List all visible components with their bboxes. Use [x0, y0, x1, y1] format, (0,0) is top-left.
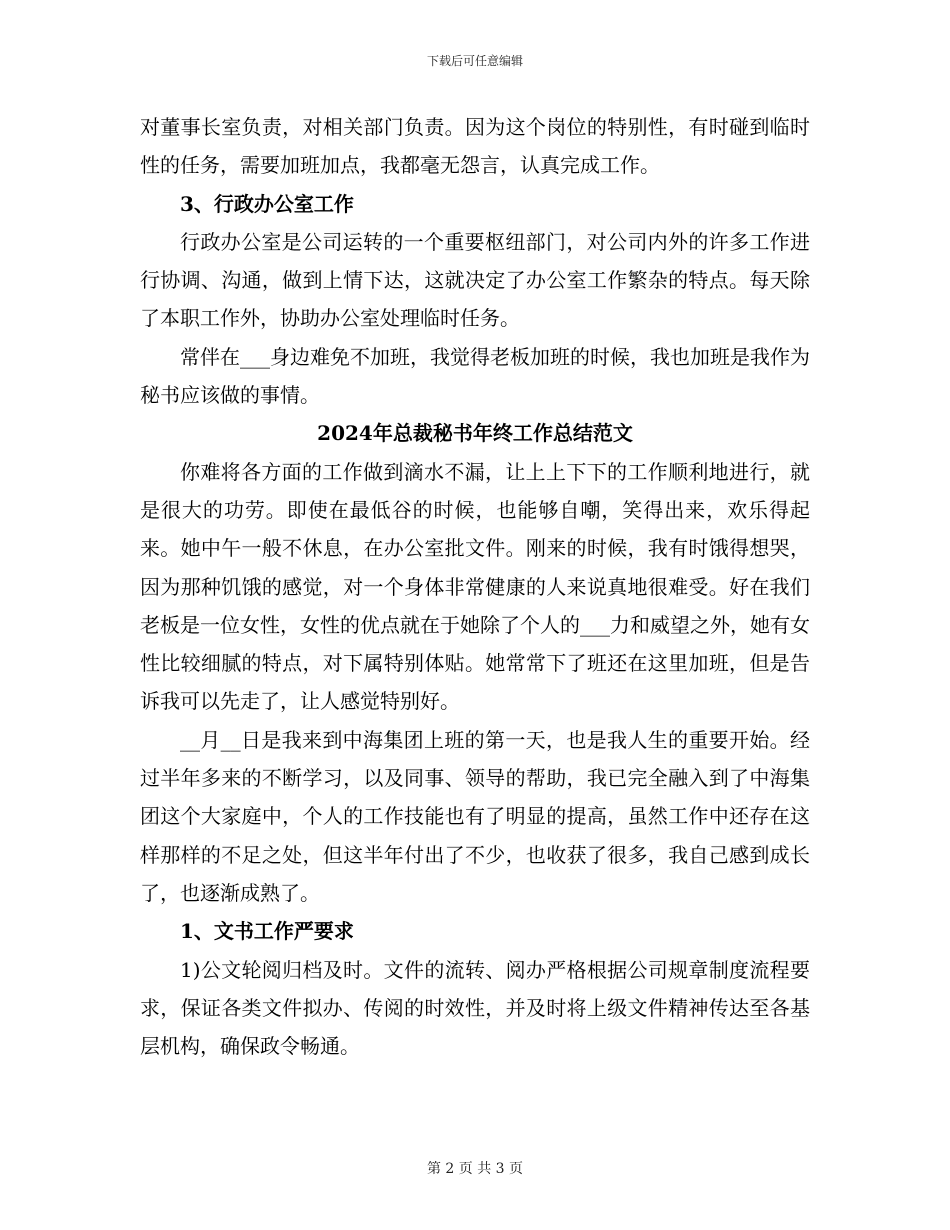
- document-body: [140, 108, 810, 1065]
- section-heading-document-work: 1、文书工作严要求: [180, 919, 354, 944]
- document-title: 2024年总裁秘书年终工作总结范文: [317, 421, 633, 446]
- page-footer: 第 2 页 共 3 页: [426, 1161, 524, 1177]
- paragraph-boss: 你难将各方面的工作做到滴水不漏，让上上下下的工作顺利地进行，就是很大的功劳。即使在最低谷的时候，也能够自嘲，笑得出来，欢乐得起来。她中午一般不休息，在办公室批文件。刚来的时候，我有时饿得想哭，因为那种饥饿的感觉，对一个身体非常健康的人来说真地很难受。好在我们老板是一位女性，女性的优点就在于她除了个人的___力和威望之外，她有女性比较细腻的特点，对下属特别体贴。她常常下了班还在这里加班，但是告诉我可以先走了，让人感觉特别好。: [140, 459, 810, 714]
- paragraph-first-day: __月__日是我来到中海集团上班的第一天，也是我人生的重要开始。经过半年多来的不断学习，以及同事、领导的帮助，我已完全融入到了中海集团这个大家庭中，个人的工作技能也有了明显的提高，虽然工作中还存在这样那样的不足之处，但这半年付出了不少，也收获了很多，我自己感到成长了，也逐渐成熟了。: [140, 727, 810, 905]
- paragraph-admin-office: 行政办公室是公司运转的一个重要枢纽部门，对公司内外的许多工作进行协调、沟通，做到上情下达，这就决定了办公室工作繁杂的特点。每天除了本职工作外，协助办公室处理临时任务。: [140, 229, 810, 331]
- paragraph-overtime: 常伴在___身边难免不加班，我觉得老板加班的时候，我也加班是我作为秘书应该做的事情。: [140, 344, 810, 408]
- section-heading-admin-office: 3、行政办公室工作: [180, 191, 354, 216]
- page-header: 下载后可任意编辑: [426, 54, 523, 68]
- paragraph-continuation: 对董事长室负责，对相关部门负责。因为这个岗位的特别性，有时碰到临时性的任务，需要加班加点，我都毫无怨言，认真完成工作。: [140, 115, 810, 178]
- paragraph-document-circulation: 1)公文轮阅归档及时。文件的流转、阅办严格根据公司规章制度流程要求，保证各类文件拟办、传阅的时效性，并及时将上级文件精神传达至各基层机构，确保政令畅通。: [140, 957, 810, 1059]
